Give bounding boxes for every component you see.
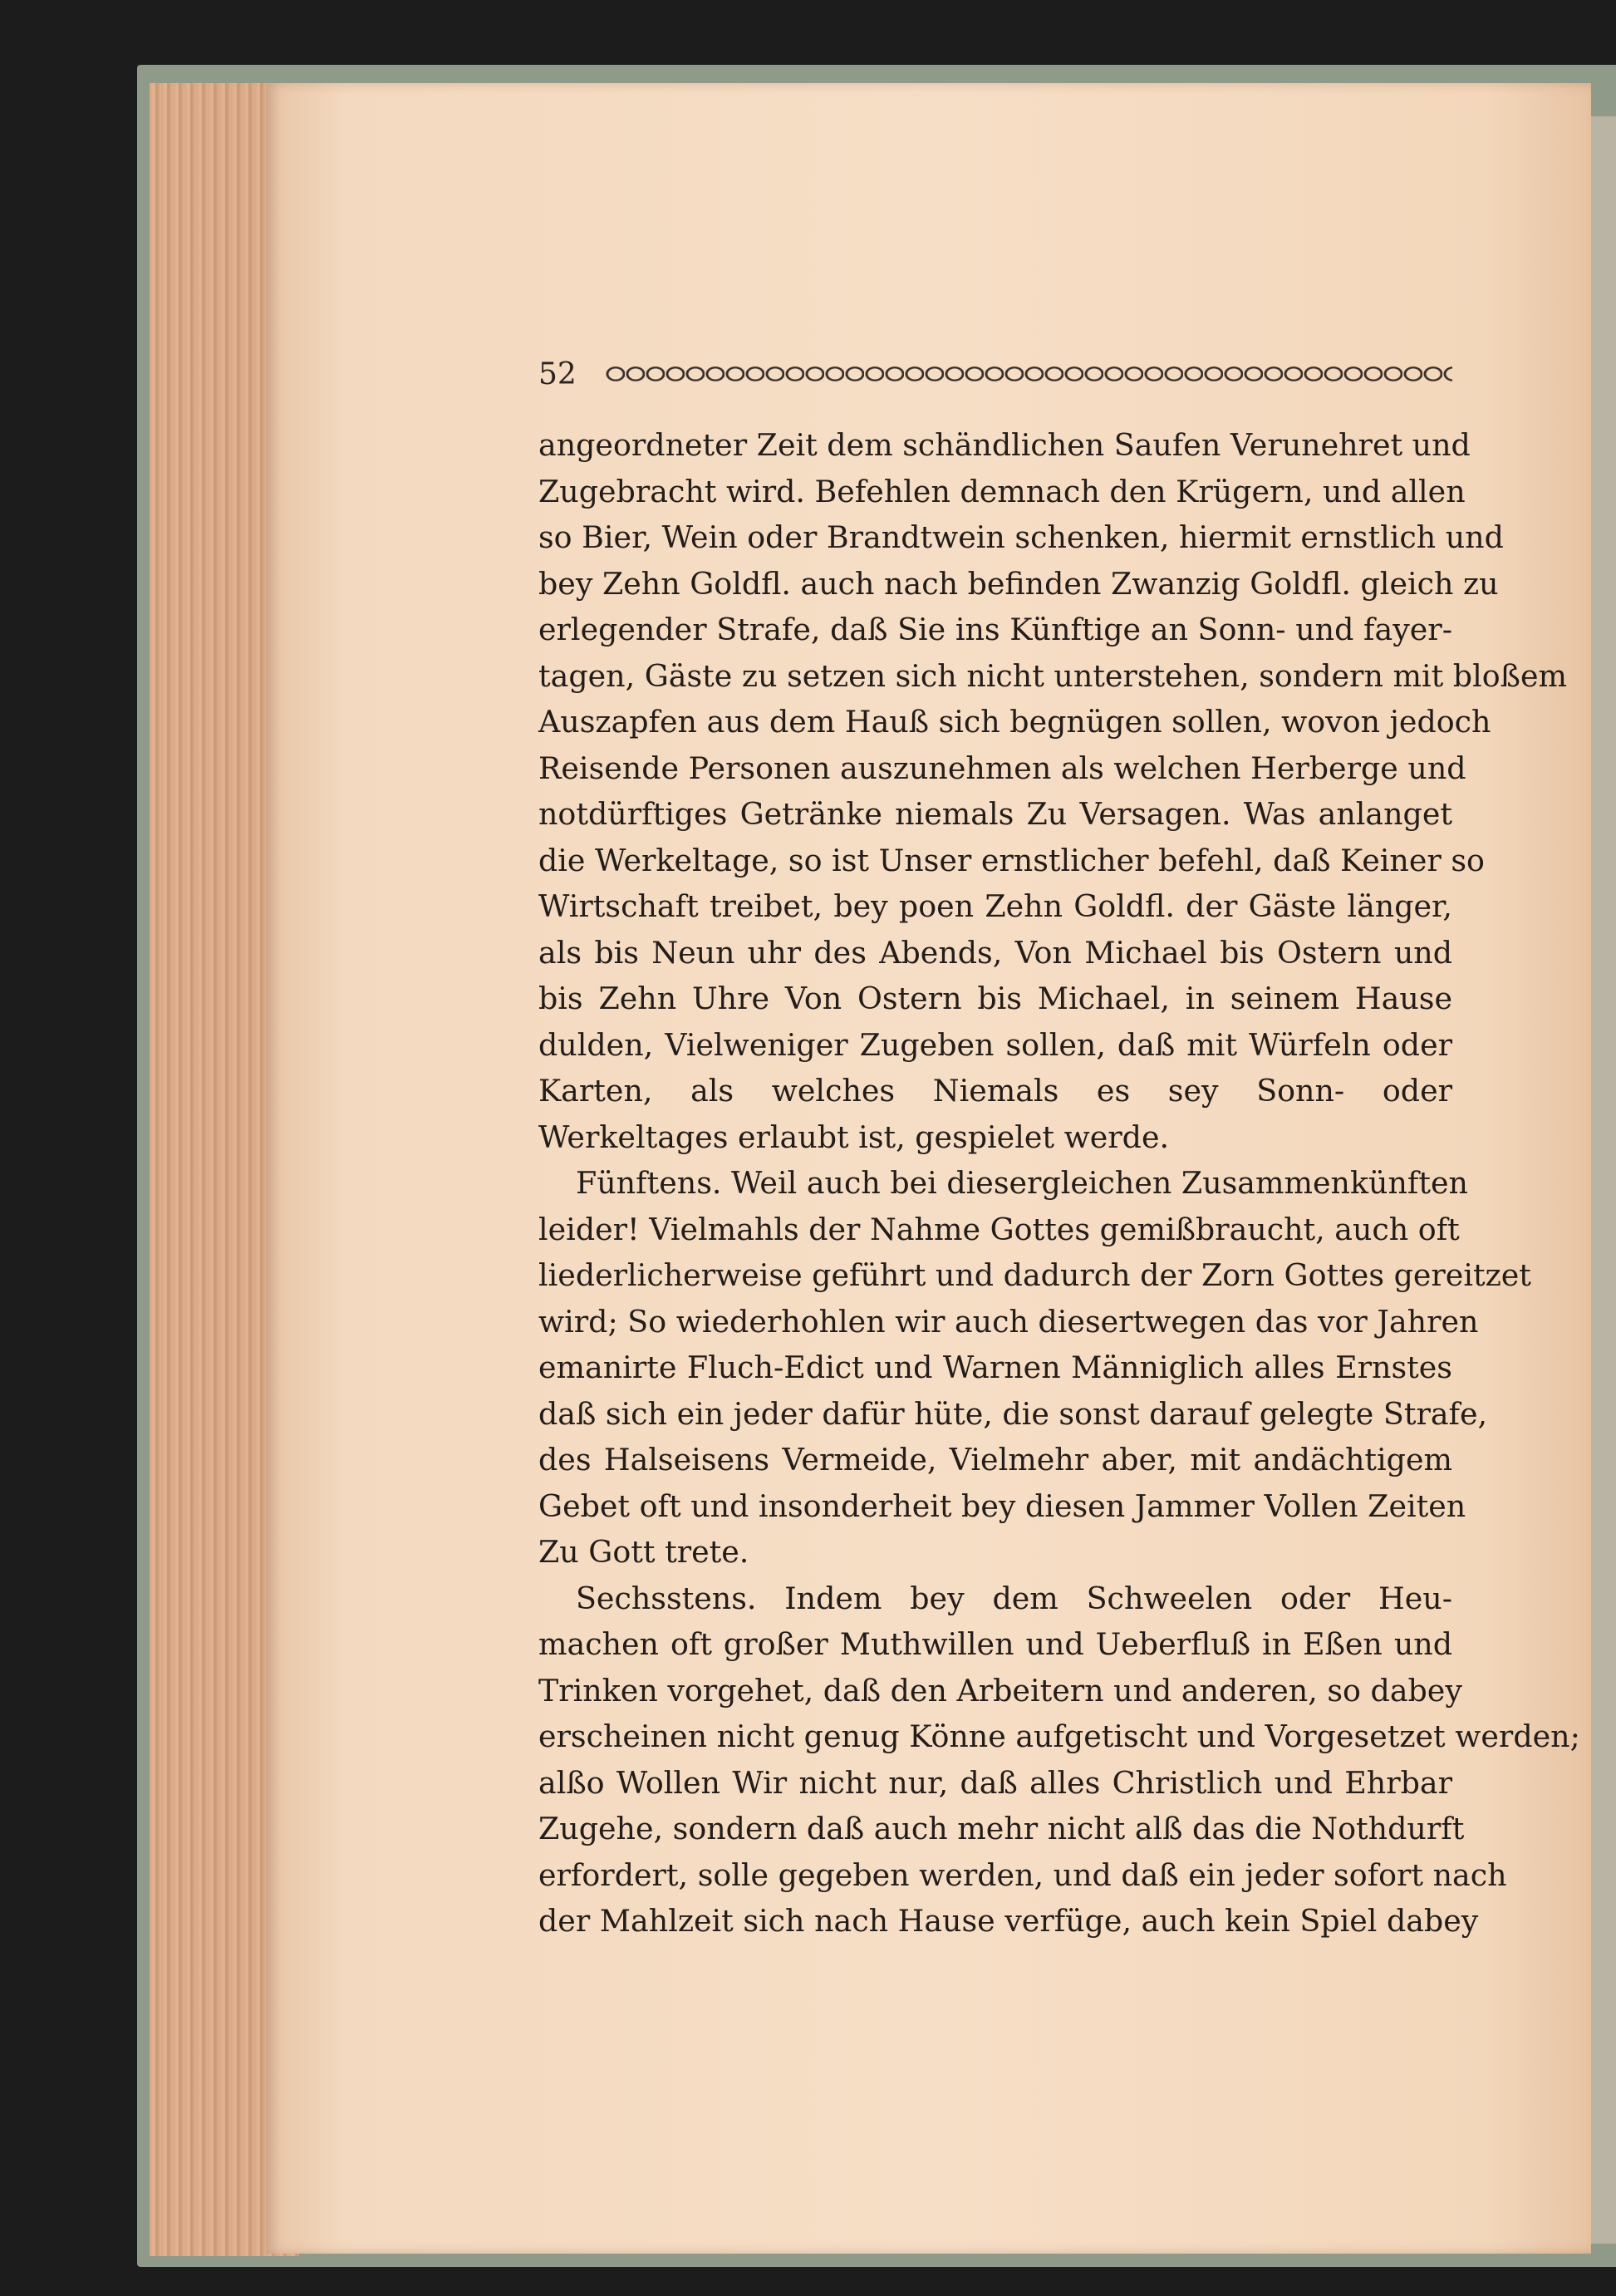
text-line: der Mahlzeit sich nach Hause verfüge, auch kein Spiel dabey [538,1903,1479,1939]
text-line: wird; So wiederhohlen wir auch diesertwegen das vor Jahren [538,1303,1479,1340]
text-line: emanirte Fluch-Edict und Warnen Männiglich alles Ernstes [538,1350,1452,1385]
text-line: erlegender Strafe, daß Sie ins Künftige an Sonn- und fayer- [538,612,1452,647]
text-line: Zu Gott trete. [538,1534,749,1570]
text-line: als bis Neun uhr des Abends, Von Michael bis Ostern und [538,934,1452,971]
text-line: Auszapfen aus dem Hauß sich begnügen sollen, wovon jedoch [538,704,1491,740]
text-line: daß sich ein jeder dafür hüte, die sonst darauf gelegte Strafe, [538,1395,1488,1432]
chain-ornament-icon [605,363,1452,385]
text-line: Zugebracht wird. Befehlen demnach den Krügern, und allen [538,473,1466,509]
text-line: Trinken vorgehet, daß den Arbeitern und anderen, so dabey [538,1672,1462,1708]
text-line: notdürftiges Getränke niemals Zu Versagen. Was anlanget [538,796,1452,832]
text-line: so Bier, Wein oder Brandtwein schenken, hiermit ernstlich und [538,519,1504,555]
text-line: Gebet oft und insonderheit bey diesen Jammer Vollen Zeiten [538,1487,1466,1524]
text-line: angeordneter Zeit dem schändlichen Saufen Verunehret und [538,427,1471,463]
text-line: Wirtschaft treibet, bey poen Zehn Goldfl. der Gäste länger, [538,888,1452,924]
text-line: tagen, Gäste zu setzen sich nicht unterstehen, sondern mit bloßem [538,657,1567,694]
text-line: Sechsstens. Indem bey dem Schweelen oder Heu- [576,1580,1452,1616]
text-line: Fünftens. Weil auch bei diesergleichen Zusammenkünften [576,1165,1468,1201]
text-line: bis Zehn Uhre Von Ostern bis Michael, in seinem Hause [538,981,1452,1016]
text-line: Karten, als welches Niemals es sey Sonn- oder [538,1073,1452,1109]
text-line: erfordert, solle gegeben werden, und daß ein jeder sofort nach [538,1856,1507,1893]
text-line: Werkeltages erlaubt ist, gespielet werde. [538,1119,1170,1155]
text-line: leider! Vielmahls der Nahme Gottes gemißbraucht, auch oft [538,1211,1460,1247]
text-line: erscheinen nicht genug Könne aufgetischt und Vorgesetzet werden; [538,1718,1580,1754]
text-line: machen oft großer Muthwillen und Ueberfluß in Eßen und [538,1626,1452,1662]
text-line: liederlicherweise geführt und dadurch der Zorn Gottes gereitzet [538,1257,1531,1293]
page-header [538,353,1452,395]
text-line: alßo Wollen Wir nicht nur, daß alles Christlich und Ehrbar [538,1764,1452,1801]
page-number: 52 [538,356,577,391]
text-line: bey Zehn Goldfl. auch nach befinden Zwanzig Goldfl. gleich zu [538,565,1499,602]
text-line: dulden, Vielweniger Zugeben sollen, daß mit Würfeln oder [538,1026,1452,1063]
text-line: Reisende Personen auszunehmen als welchen Herberge und [538,750,1466,786]
body-text [538,422,1580,1944]
text-line: die Werkeltage, so ist Unser ernstlicher befehl, daß Keiner so [538,842,1485,878]
text-line: Zugehe, sondern daß auch mehr nicht alß das die Nothdurft [538,1811,1465,1846]
text-line: des Halseisens Vermeide, Vielmehr aber, mit andächtigem [538,1442,1452,1477]
